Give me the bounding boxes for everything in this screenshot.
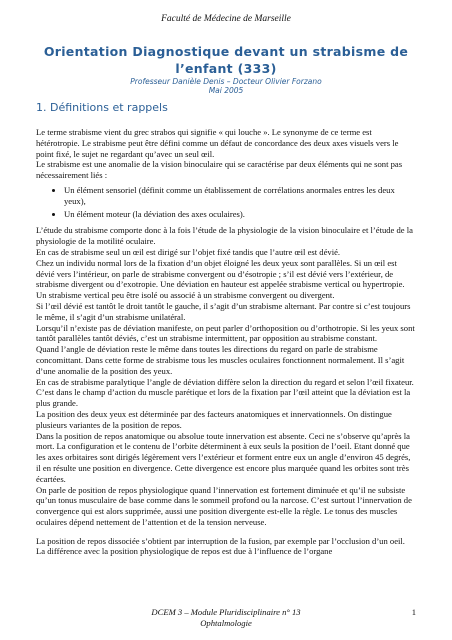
paragraph-intro: Le terme strabisme vient du grec strabos qui signifie « qui louche ». Le synonyme de ce terme est hétérotropie. Le strabisme peut être défini comme un défaut de concordance des deux axes visuels vers le point fixé, le sujet ne regardant qu’avec un seul œil. (36, 127, 399, 159)
paragraph: Chez un individu normal lors de la fixation d’un objet éloigné les deux yeux sont parallèles. Si un œil est dévié vers l’intérieur, on parle de strabisme convergent ou d’ésotropie ; s’il est dévié vers l’extérieur, de strabisme divergent ou d’exotropie. Une déviation en hauteur est appelée strabisme vertical ou hypertropie. Un strabisme vertical peu être isolé ou associé à un strabisme convergent ou divergent. (36, 257, 405, 301)
paragraph: On parle de position de repos physiologique quand l’innervation est fortement diminuée et qu’il ne subsiste qu’un tonus musculaire de base comme dans le sommeil profond ou la narcose. C’est surtout l’innervation de convergence qui est alors supprimée, aussi une position divergente est-elle la règle. Le tonus des muscles oculaires dépend nettement de l’attention et de la tension nerveuse. (36, 484, 412, 527)
authors-names: Professeur Danièle Denis – Docteur Olivier Forzano (130, 77, 322, 86)
faculty-header: Faculté de Médecine de Marseille (161, 14, 291, 24)
footer-subject: Ophtalmologie (200, 618, 252, 628)
paragraph: En cas de strabisme seul un œil est dirigé sur l’objet fixé tandis que l’autre œil est dévié. (36, 246, 341, 257)
document-title (20, 43, 432, 77)
paragraph: Lorsqu’il n’existe pas de déviation manifeste, on peut parler d’orthoposition ou d’orthotropie. Si les yeux sont tantôt parallèles tantôt déviés, c’est un strabisme intermittent, par opposition au strabisme constant. (36, 322, 415, 344)
authors-block (0, 77, 452, 95)
paragraph: La position de repos dissociée s’obtient par interruption de la fusion, par exemple par l’occlusion d’un oeil. La différence avec la position physiologique de repos est due à l’influence de l’organe (36, 535, 405, 557)
paragraph: En cas de strabisme paralytique l’angle de déviation diffère selon la direction du regard et selon l’œil fixateur. C’est dans le champ d’action du muscle parétique et lors de la fixation par l’œil atteint que la déviation est la plus grande. (36, 376, 414, 409)
paragraph: Si l’œil dévié est tantôt le droit tantôt le gauche, il s’agit d’un strabisme alternant. Par contre si c’est toujours le même, il s’agit d’un strabisme unilatéral. (36, 300, 411, 322)
paragraph: Quand l’angle de déviation reste le même dans toutes les directions du regard on parle de strabisme concomittant. Dans cette forme de strabisme tous les muscles oculaires fonctionnent normalement. Il s’agit d’une anomalie de la position des yeux. (36, 344, 405, 376)
section-heading: 1. Définitions et rappels (36, 101, 168, 114)
title-line-1: Orientation Diagnostique devant un strabisme de (43, 44, 409, 59)
list-item: • Un élément moteur (la déviation des axes oculaires). (64, 209, 416, 220)
page-number: 1 (411, 607, 416, 617)
title-line-2: l’enfant (333) (175, 61, 277, 76)
footer-module: DCEM 3 – Module Pluridisciplinaire n° 13 (151, 607, 301, 617)
list-item: • Un élément sensoriel (définit comme un établissement de corrélations anormales entres les deux yeux), (64, 185, 416, 207)
paragraph: Dans la position de repos anatomique ou absolue toute innervation est absente. Ceci ne s’observe qu’après la mort. La configuration et le contenu de l’orbite déterminent à eux seuls la position de l’oeil. Etant donné que les axes orbitaires sont dirigés légèrement vers l’extérieur et forment entre eux un angle d’environ 45 degrés, il en résulte une position en divergence. Cette divergence est encore plus marquée quand les orbites sont très écartées. (36, 430, 411, 484)
page-footer (36, 607, 416, 629)
paragraph: L’étude du strabisme comporte donc à la fois l’étude de la physiologie de la vision binoculaire et l’étude de la physiologie de la motilité oculaire. (36, 225, 413, 247)
body-text (36, 127, 416, 557)
paragraph-definition: Le strabisme est une anomalie de la vision binoculaire qui se caractérise par deux éléments qui ne sont pas nécessairement liés : (36, 159, 403, 181)
authors-date: Mai 2005 (208, 86, 244, 95)
bullet-list (36, 185, 416, 219)
paragraph: La position des deux yeux est déterminée par des facteurs anatomiques et innervationnels. On distingue plusieurs variantes de la position de repos. (36, 408, 392, 430)
